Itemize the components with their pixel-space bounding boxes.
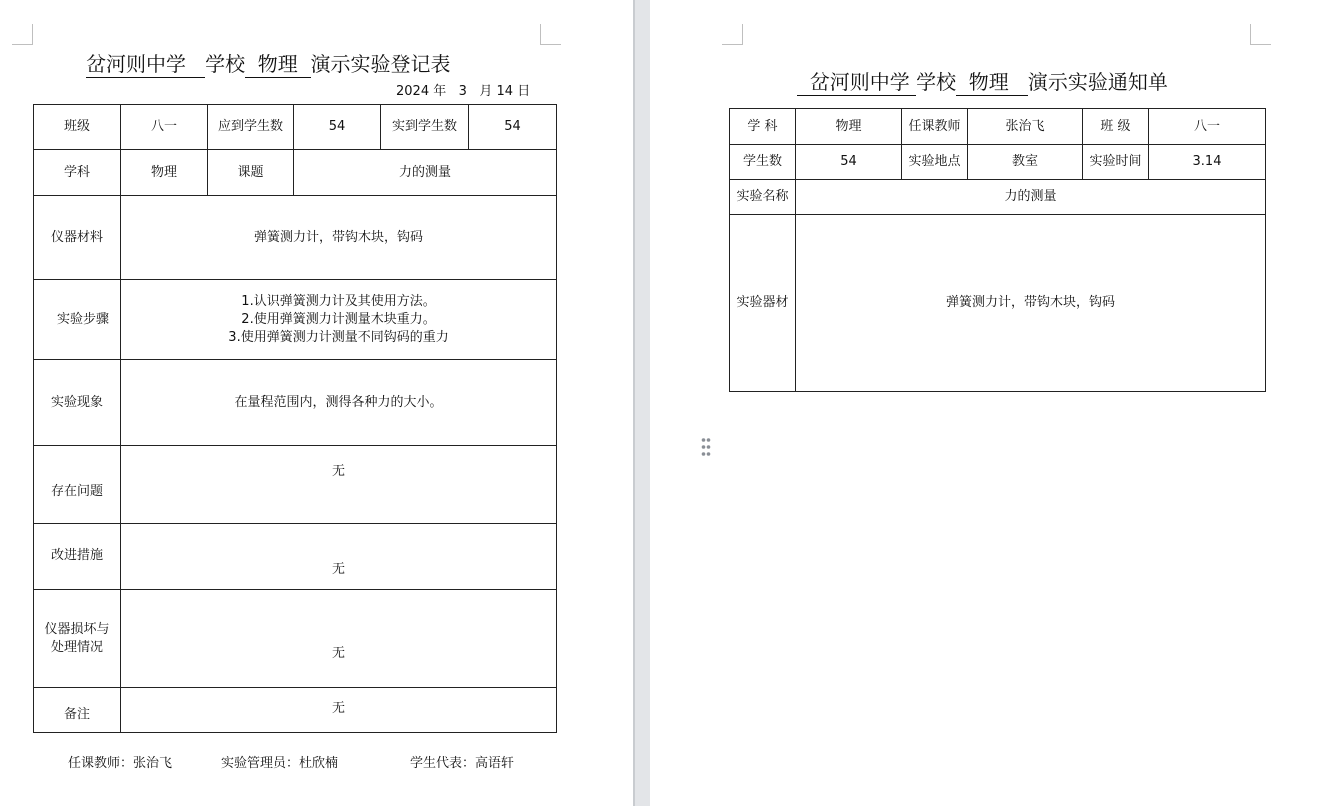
phenomenon-label: 实验现象: [34, 360, 121, 446]
class-label: 班级: [34, 105, 121, 150]
table-row: [730, 109, 1266, 145]
date-line: 2024 年 3 月 14 日: [396, 84, 531, 99]
document-page-left: [0, 0, 633, 806]
class-label: 班 级: [1083, 109, 1149, 145]
class-value[interactable]: 八一: [1149, 109, 1266, 145]
subject-value[interactable]: 物理: [796, 109, 902, 145]
actual-students-label: 实到学生数: [381, 105, 469, 150]
title-subject: 物理: [968, 70, 1009, 94]
title-school-word: 学校: [205, 52, 246, 76]
time-label: 实验时间: [1083, 145, 1149, 180]
notice-table: [729, 108, 1266, 392]
table-row: [34, 280, 557, 360]
steps-label: 实验步骤: [34, 280, 121, 360]
materials-value[interactable]: 弹簧测力计，带钩木块，钩码: [121, 196, 557, 280]
page-corner-mark: [540, 24, 561, 45]
page-title: [86, 48, 451, 77]
table-row: [34, 360, 557, 446]
problems-value[interactable]: 无: [121, 446, 557, 524]
experiment-name-value[interactable]: 力的测量: [796, 180, 1266, 215]
footer-teacher: 任课教师：张治飞: [68, 756, 173, 771]
table-row: [34, 524, 557, 590]
step-item: 3.使用弹簧测力计测量不同钩码的重力: [228, 329, 449, 345]
date-day: 14: [496, 84, 514, 99]
teacher-label: 任课教师: [902, 109, 968, 145]
title-rest: 演示实验通知单: [1027, 70, 1168, 94]
equipment-label: 实验器材: [730, 215, 796, 392]
document-page-right: [650, 0, 1317, 806]
page-corner-mark: [722, 24, 743, 45]
title-rest: 演示实验登记表: [310, 52, 451, 76]
table-row: [34, 688, 557, 733]
experiment-name-label: 实验名称: [730, 180, 796, 215]
students-label: 学生数: [730, 145, 796, 180]
registration-table: [33, 104, 557, 733]
improvements-value[interactable]: 无: [121, 524, 557, 590]
date-month: 3: [458, 84, 467, 99]
page-title: [797, 66, 1168, 95]
title-subject: 物理: [257, 52, 298, 76]
students-value[interactable]: 54: [796, 145, 902, 180]
table-row: [34, 150, 557, 196]
footer-student: 学生代表：高语轩: [410, 756, 515, 771]
phenomenon-value[interactable]: 在量程范围内，测得各种力的大小。: [121, 360, 557, 446]
table-row: [34, 105, 557, 150]
improvements-label: 改进措施: [34, 524, 121, 590]
actual-students-value[interactable]: 54: [469, 105, 557, 150]
title-school-word: 学校: [916, 70, 957, 94]
table-row: [730, 145, 1266, 180]
subject-value[interactable]: 物理: [121, 150, 208, 196]
step-item: 1.认识弹簧测力计及其使用方法。: [241, 293, 436, 309]
problems-label: 存在问题: [34, 446, 121, 524]
topic-value[interactable]: 力的测量: [294, 150, 557, 196]
table-row: [34, 196, 557, 280]
step-item: 2.使用弹簧测力计测量木块重力。: [241, 311, 436, 327]
table-row: [730, 215, 1266, 392]
subject-label: 学 科: [730, 109, 796, 145]
subject-label: 学科: [34, 150, 121, 196]
title-school: 岔河则中学: [809, 70, 910, 94]
table-row: [34, 446, 557, 524]
steps-value[interactable]: [121, 280, 557, 360]
table-row: [34, 590, 557, 688]
location-label: 实验地点: [902, 145, 968, 180]
remarks-label: 备注: [34, 688, 121, 733]
page-corner-mark: [1250, 24, 1271, 45]
damage-label: 仪器损坏与 处理情况: [34, 590, 121, 688]
expected-students-label: 应到学生数: [208, 105, 294, 150]
class-value[interactable]: 八一: [121, 105, 208, 150]
damage-value[interactable]: 无: [121, 590, 557, 688]
title-school: 岔河则中学: [86, 52, 186, 76]
footer-manager: 实验管理员：杜欣楠: [221, 756, 339, 771]
time-value[interactable]: 3.14: [1149, 145, 1266, 180]
date-year: 2024: [396, 84, 430, 99]
equipment-value[interactable]: 弹簧测力计，带钩木块，钩码: [796, 215, 1266, 392]
materials-label: 仪器材料: [34, 196, 121, 280]
page-gutter: [633, 0, 650, 806]
drag-handle-icon[interactable]: [701, 437, 711, 457]
topic-label: 课题: [208, 150, 294, 196]
remarks-value[interactable]: 无: [121, 688, 557, 733]
location-value[interactable]: 教室: [968, 145, 1083, 180]
expected-students-value[interactable]: 54: [294, 105, 381, 150]
table-row: [730, 180, 1266, 215]
page-corner-mark: [12, 24, 33, 45]
teacher-value[interactable]: 张治飞: [968, 109, 1083, 145]
